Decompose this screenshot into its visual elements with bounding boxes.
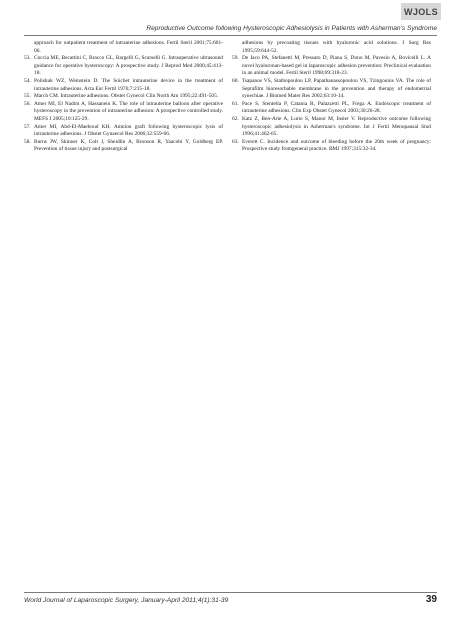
reference-text: Katz Z, Ben-Arie A, Lurie S, Manor M, Insler V. Reproductive outcome following hysteroscopic adhesiolysis in Asherman's syndrome. Int J Fertil Menopausal Stud 1996;41:462-65. [242, 115, 431, 138]
reference-number: 59. [232, 55, 239, 62]
reference-item [232, 116, 431, 139]
right-reference-column [232, 40, 431, 154]
left-reference-column [24, 40, 223, 154]
reference-item [232, 40, 431, 55]
reference-text: Pace S, Stentella P, Catania R, Palazzetti PL, Frega A. Endoscopic treatment of intrauterine adhesions. Clin Exp Obstet Gynecol 2003;30:26-28. [242, 100, 431, 115]
reference-number: 55. [24, 93, 31, 100]
page-number: 39 [425, 594, 437, 605]
reference-number: 53. [24, 55, 31, 62]
reference-item [232, 101, 431, 116]
journal-logo: WJOLS [401, 3, 441, 20]
reference-text: Amer MI, El Nadim A, Hassanein K. The role of intrauterine balloon after operative hysteroscopy in the prevention of intrauterine adhesion: A prospective controlled study. MEFS J 2005;10:125-29. [34, 100, 223, 122]
reference-text: Coccia ME, Becattini C, Bracco GL, Bargelli G, Scarselli G. Intraoperative ultrasound guidance for operative hysteroscopy: A prospective study. J Reprod Med 2000;45:413-18. [34, 55, 223, 77]
reference-text: Tsapanos VS, Stathopoulou LP, Papathanassopoulou VS, Tzingounis VA. The role of Seprafilm bioresorbable membrane in the prevention and therapy of endometrial synechiae. J Biomed Mater Res 2002;63:10-14. [242, 77, 431, 100]
reference-item [24, 55, 223, 78]
footer-divider [24, 592, 437, 593]
reference-text: Burns JW, Skinner K, Colt J, Sheidlin A, Bronson R, Yaacobi Y, Goldberg EP. Prevention of tissue injury and postsurgical [34, 138, 223, 153]
reference-number: 58. [24, 138, 31, 145]
reference-item [232, 55, 431, 78]
reference-number: 54. [24, 77, 31, 84]
reference-number: 63. [232, 138, 239, 145]
header-divider [24, 35, 437, 36]
reference-item [24, 124, 223, 139]
reference-text: Polishuk WZ, Weinstein D. The Soichet intrauterine device in the treatment of intrauterine adhesions. Acta Eur Fertil 1976;7:215-18. [34, 77, 223, 92]
reference-text: De Iaco PA, Stefanetti M, Pressato D, Piana S, Dono M, Pavesio A, Bovicelli L. A novel hyaluronan-based gel in laparoscopic adhesion prevention: Preclinical evaluation in an animal model. Fertil Steril 1998;69:318-23. [242, 55, 431, 77]
reference-number: 56. [24, 100, 31, 107]
reference-number: 57. [24, 123, 31, 130]
reference-number: 62. [232, 115, 239, 122]
reference-text: Everett C. Incidence and outcome of bleeding before the 20th week of pregnancy: Prospective study fromgeneral practice. BMJ 1997;315:32-34. [242, 138, 431, 153]
reference-item [24, 78, 223, 93]
reference-item [24, 93, 223, 101]
footer-citation: World Journal of Laparoscopic Surgery, January-April 2011;4(1):31-39 [24, 597, 229, 604]
reference-text: adhesions by precoating tissues with hyaluronic acid solutions. J Surg Res 1995;59:644-52. [242, 40, 431, 54]
reference-item [24, 139, 223, 154]
reference-text: March CM. Intrauterine adhesions. Obstet Gynecol Clin North Am 1995;22:491-505. [34, 93, 219, 100]
reference-item [24, 101, 223, 124]
reference-item [24, 40, 223, 55]
reference-text: Amer MI, Abd-El-Maeboud KH. Amnion graft following hysteroscopic lysis of intrauterine adhesions. J Obstet Gynaecol Res 2006;32:559-66. [34, 123, 223, 138]
reference-number: 61. [232, 100, 239, 107]
reference-text: approach for outpatient treatment of intrauterine adhesions. Fertil Steril 2001;75:601-06. [34, 40, 223, 54]
reference-number: 60. [232, 77, 239, 84]
reference-item [232, 78, 431, 101]
reference-item [232, 139, 431, 154]
running-title: Reproductive Outcome following Hysteroscopic Adhesiolysis in Patients with Asherman's Syndrome [146, 25, 437, 32]
